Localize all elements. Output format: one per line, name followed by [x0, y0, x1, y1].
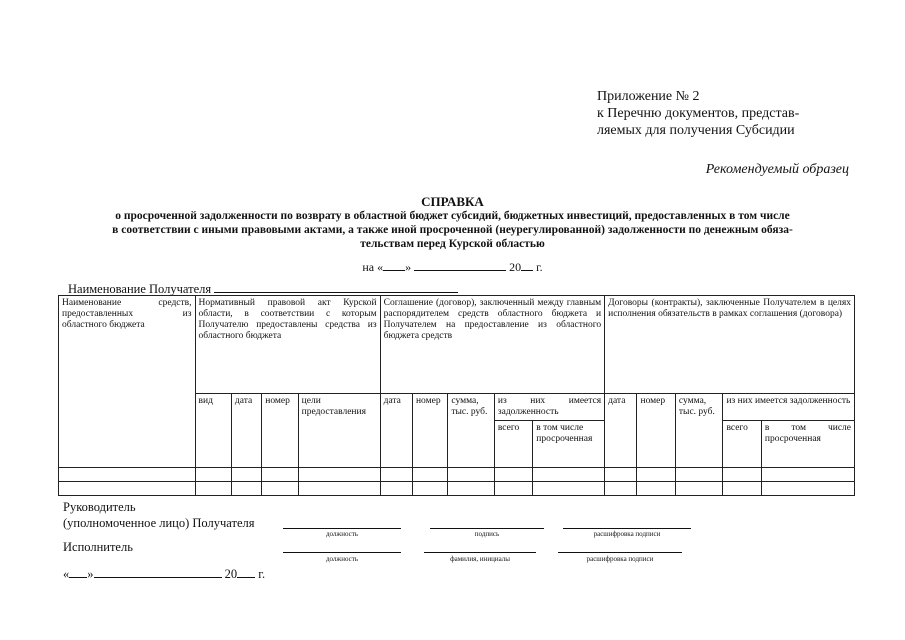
appendix-line: ляемых для получения Субсидии [597, 123, 795, 138]
recipient-label: Наименование Получателя [68, 282, 212, 296]
year-blank[interactable] [521, 259, 533, 271]
date-close: » [87, 567, 94, 581]
appendix-line: к Перечню документов, представ- [597, 106, 800, 121]
table-cell[interactable] [231, 468, 261, 482]
header-agreement: Соглашение (договор), заключенный между главным распорядителем средств областного бюджета и Получателем на предоставление из областного бюджета средств [380, 296, 605, 394]
date-suffix: г. [536, 260, 543, 274]
initials-caption: фамилия, инициалы [450, 555, 510, 563]
table-cell[interactable] [605, 468, 637, 482]
executor-decoding-line[interactable] [558, 552, 682, 553]
header-purpose: цели предоставления [298, 394, 380, 468]
month-blank[interactable] [414, 259, 506, 271]
table-cell[interactable] [298, 482, 380, 496]
header-amount: сумма, тыс. руб. [448, 394, 495, 468]
date-mid: » [405, 260, 412, 274]
table-cell[interactable] [448, 468, 495, 482]
table-cell[interactable] [533, 482, 605, 496]
header-total: всего [494, 421, 532, 468]
decoding-caption: расшифровка подписи [593, 530, 661, 538]
header-date: дата [605, 394, 637, 468]
table-cell[interactable] [195, 468, 231, 482]
decoding-caption: расшифровка подписи [586, 555, 654, 563]
table-cell[interactable] [723, 482, 761, 496]
header-total: всего [723, 421, 761, 468]
date-suffix: г. [258, 567, 266, 581]
title-line: в соответствии с иными правовыми актами, а также иной просроченной (неурегулированной) задолженности по денежным обяза- [112, 224, 793, 236]
date-year: 20 [224, 567, 238, 581]
executor-label: Исполнитель [63, 540, 133, 554]
header-overdue: в том числе просроченная [533, 421, 605, 468]
appendix-note [597, 88, 799, 139]
table-cell[interactable] [494, 482, 532, 496]
table-cell[interactable] [675, 482, 723, 496]
position-caption: должность [325, 555, 359, 563]
table-cell[interactable] [723, 468, 761, 482]
date-line [0, 259, 905, 275]
table-cell[interactable] [380, 468, 412, 482]
table-cell[interactable] [675, 468, 723, 482]
header-debt: из них имеется задолженность [723, 394, 855, 421]
document-title [40, 194, 865, 251]
day-blank[interactable] [383, 259, 405, 271]
title-heading: СПРАВКА [421, 194, 484, 209]
position-caption: должность [325, 530, 359, 538]
table-cell[interactable] [59, 468, 196, 482]
recipient-blank[interactable] [214, 281, 458, 293]
title-line: о просроченной задолженности по возврату в областной бюджет субсидий, бюджетных инвестиций, предоставленных в том числе [115, 210, 790, 222]
head-signature-line[interactable] [430, 528, 544, 529]
signature-caption: подпись [474, 530, 500, 538]
head-label-1: Руководитель [63, 500, 136, 514]
table-cell[interactable] [637, 482, 675, 496]
date-open: « [63, 567, 70, 581]
header-legal-act: Нормативный правовой акт Курской области, в соответствии с которым Получателю предоставлены средства из областного бюджета [195, 296, 380, 394]
title-line: тельствам перед Курской областью [360, 238, 545, 250]
table-cell[interactable] [380, 482, 412, 496]
table-row [59, 468, 855, 482]
head-decoding-line[interactable] [563, 528, 691, 529]
header-funds-name: Наименование средств, предоставленных из областного бюджета [59, 296, 196, 468]
table-cell[interactable] [761, 468, 854, 482]
table-cell[interactable] [494, 468, 532, 482]
header-number: номер [262, 394, 298, 468]
table-cell[interactable] [59, 482, 196, 496]
table-cell[interactable] [605, 482, 637, 496]
header-amount: сумма, тыс. руб. [675, 394, 723, 468]
appendix-number: Приложение № 2 [597, 89, 700, 104]
table-cell[interactable] [195, 482, 231, 496]
executor-position-line[interactable] [283, 552, 401, 553]
header-overdue: в том числе просроченная [761, 421, 854, 468]
table-cell[interactable] [298, 468, 380, 482]
header-type: вид [195, 394, 231, 468]
header-debt: из них имеется задолженность [494, 394, 604, 421]
table-cell[interactable] [262, 468, 298, 482]
executor-initials-line[interactable] [424, 552, 536, 553]
table-cell[interactable] [761, 482, 854, 496]
header-contracts: Договоры (контракты), заключенные Получателем в целях исполнения обязательств в рамках соглашения (договора) [605, 296, 855, 394]
header-date: дата [231, 394, 261, 468]
year-blank[interactable] [237, 566, 255, 578]
day-blank[interactable] [69, 566, 87, 578]
header-number: номер [637, 394, 675, 468]
month-blank[interactable] [94, 566, 222, 578]
head-label-2: (уполномоченное лицо) Получателя [63, 516, 255, 530]
table-cell[interactable] [262, 482, 298, 496]
debt-table [58, 295, 855, 496]
date-prefix: на « [362, 260, 384, 274]
table-cell[interactable] [533, 468, 605, 482]
header-number: номер [412, 394, 447, 468]
table-cell[interactable] [637, 468, 675, 482]
table-cell[interactable] [412, 468, 447, 482]
sample-label: Рекомендуемый образец [705, 162, 849, 177]
table-cell[interactable] [448, 482, 495, 496]
header-date: дата [380, 394, 412, 468]
table-row [59, 482, 855, 496]
head-position-line[interactable] [283, 528, 401, 529]
date-year: 20 [509, 260, 522, 274]
table-cell[interactable] [412, 482, 447, 496]
footer-date [63, 566, 265, 582]
table-cell[interactable] [231, 482, 261, 496]
